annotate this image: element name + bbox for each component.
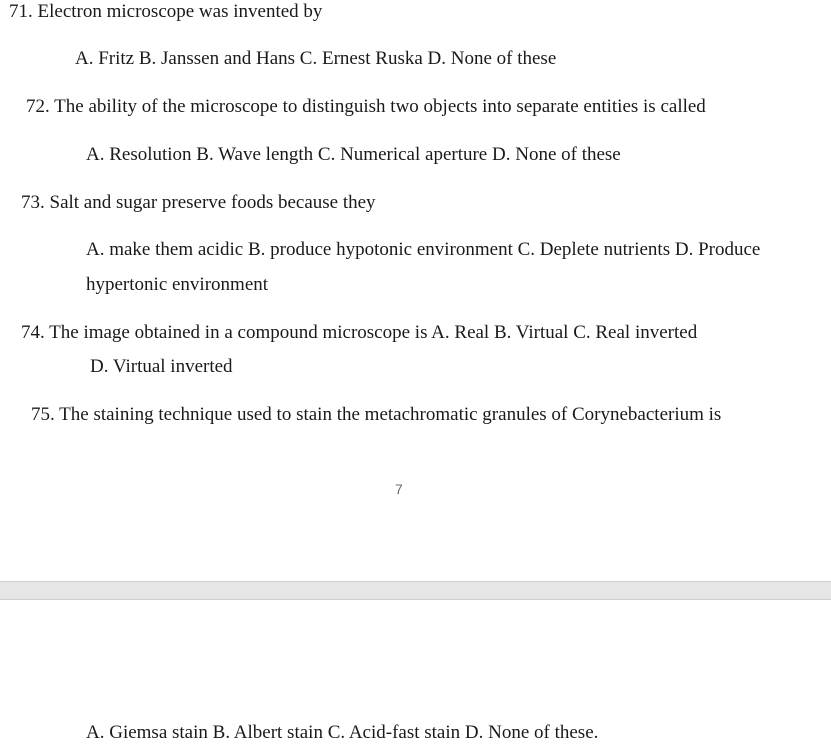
- question-71: 71. Electron microscope was invented by: [9, 1, 323, 22]
- question-75: 75. The staining technique used to stain the metachromatic granules of Corynebacterium is: [31, 404, 722, 425]
- question-73: 73. Salt and sugar preserve foods because they: [21, 192, 376, 213]
- question-72-options: A. Resolution B. Wave length C. Numerical aperture D. None of these: [86, 144, 621, 165]
- question-73-options-line-1: A. make them acidic B. produce hypotonic environment C. Deplete nutrients D. Produce: [86, 239, 761, 260]
- question-72: 72. The ability of the microscope to distinguish two objects into separate entities is called: [26, 96, 706, 117]
- question-75-options: A. Giemsa stain B. Albert stain C. Acid-fast stain D. None of these.: [86, 722, 599, 743]
- document-page-8: [0, 600, 831, 752]
- question-73-options-line-2: hypertonic environment: [86, 274, 269, 295]
- page-number: 7: [395, 481, 403, 497]
- question-71-options: A. Fritz B. Janssen and Hans C. Ernest Ruska D. None of these: [75, 48, 557, 69]
- page-break: [0, 581, 831, 600]
- question-74-options: D. Virtual inverted: [90, 356, 233, 377]
- question-74: 74. The image obtained in a compound microscope is A. Real B. Virtual C. Real inverted: [21, 322, 698, 343]
